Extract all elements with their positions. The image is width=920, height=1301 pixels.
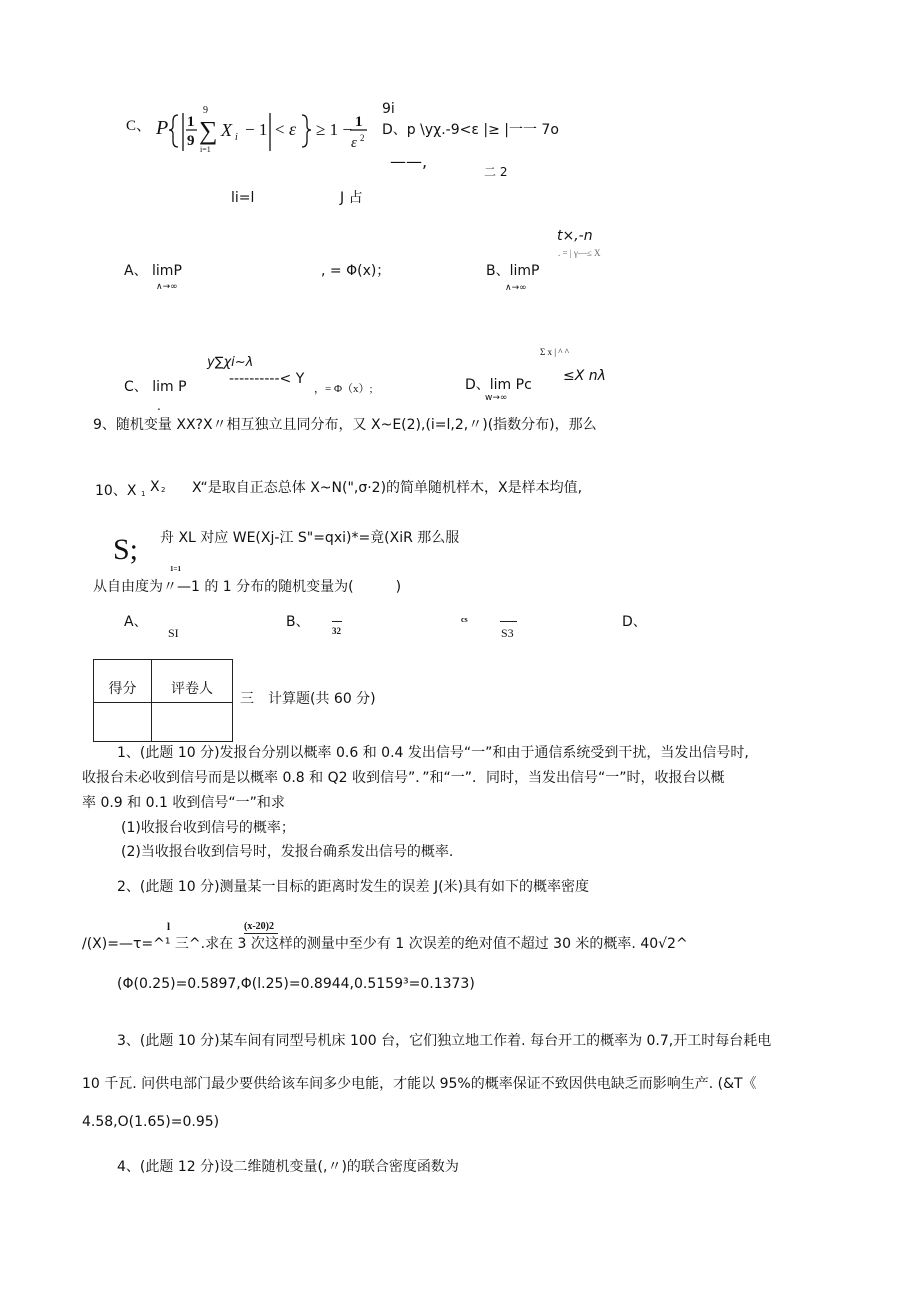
score-table — [93, 659, 233, 742]
problem-2-given-values: (Φ(0.25)=0.5897,Φ(l.25)=0.8944,0.5159³=0.1373) — [117, 976, 475, 992]
question-10-x2: X — [150, 479, 160, 495]
problem-2-line1: 2、(此题 10 分)测量某一目标的距离时发生的误差 J(米)具有如下的概率密度 — [117, 879, 590, 895]
option-c-mid: ----------< Y — [229, 371, 305, 387]
grader-cell[interactable] — [152, 703, 233, 742]
clt-head-left: li=l — [231, 190, 255, 206]
problem-2-formula-line: /(X)=—τ=^¹ 三^.求在 3 次这样的测量中至少有 1 次误差的绝对值不超过 30 米的概率. 40√2^ — [82, 936, 688, 952]
svg-text:≥ 1 −: ≥ 1 − — [316, 120, 352, 139]
option-c-dot: . — [157, 399, 161, 413]
score-table-header-grader: 评卷人 — [152, 660, 233, 703]
svg-text:i=1: i=1 — [200, 145, 211, 154]
question-10-s-symbol: S; — [113, 533, 139, 566]
question-10-sum-index: 1=1 — [170, 565, 181, 573]
option-d-label: D、p \yχ.-9<ε |≥ |一一 7o — [382, 122, 559, 138]
option-d-sub: w→∞ — [485, 393, 508, 403]
chebyshev-formula — [156, 101, 371, 159]
option-c-label: C、 — [126, 118, 152, 134]
option-d-right: ≤X nλ — [563, 368, 606, 384]
problem-2-frac-top: l — [167, 921, 171, 933]
svg-text:X: X — [221, 120, 232, 140]
question-10-option-b: B、 — [286, 614, 310, 630]
svg-text:i: i — [235, 132, 238, 143]
question-10-sub1: 1 — [141, 490, 146, 498]
option-d-top: 9i — [382, 101, 395, 117]
question-10-option-b-sub: 32 — [332, 626, 341, 636]
question-10-line2: 从自由度为〃—1 的 1 分布的随机变量为( ) — [93, 579, 402, 595]
svg-text:P: P — [156, 117, 169, 139]
problem-3-line2: 10 千瓦. 问供电部门最少要供给该车间多少电能，才能以 95%的概率保证不致因供电缺乏而影响生产. (&T《 — [82, 1076, 757, 1092]
option-b-small: . = | γ—≤ X — [558, 248, 601, 258]
svg-text:ε: ε — [289, 119, 297, 139]
svg-text:− 1: − 1 — [245, 120, 268, 139]
option-c-bar — [500, 621, 517, 622]
clt-head-right: J 占 — [340, 190, 363, 206]
svg-text:<: < — [275, 120, 285, 139]
score-cell[interactable] — [94, 703, 152, 742]
option-b-bar — [332, 621, 342, 622]
option-a-label: A、 limP — [124, 263, 182, 279]
question-10-sub2: 2 — [161, 486, 166, 494]
section-3-title: 三 计算题(共 60 分) — [240, 691, 376, 707]
question-10-option-a-sub: SI — [168, 626, 179, 640]
svg-text:∑: ∑ — [199, 116, 218, 145]
svg-text:2: 2 — [360, 133, 365, 143]
problem-1-sub2: (2)当收报台收到信号时，发报台确系发出信号的概率. — [121, 844, 454, 860]
problem-4-line1: 4、(此题 12 分)设二维随机变量(,〃)的联合密度函数为 — [117, 1159, 459, 1175]
svg-text:ε: ε — [351, 135, 357, 151]
question-9: 9、随机变量 XX?X〃相互独立且同分布，又 X~E(2),(i=l,2,〃)(指数分布)，那么 — [93, 417, 597, 433]
question-10-option-c: cs — [461, 615, 468, 624]
score-table-header-score: 得分 — [94, 660, 152, 703]
problem-2-exp-top: (x-20)2 — [244, 921, 274, 932]
question-10-option-c-sub: S3 — [501, 626, 514, 640]
option-b-sub: ∧→∞ — [505, 283, 527, 293]
question-10-prefix: 10、X — [95, 483, 137, 499]
problem-1-line1: 1、(此题 10 分)发报台分别以概率 0.6 和 0.4 发出信号“一”和由于通信系统受到干扰，当发出信号时, — [117, 745, 749, 761]
option-c-label: C、 lim P — [124, 379, 187, 395]
option-b-label: B、limP — [486, 263, 540, 279]
option-a-sub: ∧→∞ — [156, 282, 178, 292]
option-a-rhs: , = Φ(x)； — [321, 263, 391, 279]
problem-1-line3: 率 0.9 和 0.1 收到信号“一”和求 — [82, 795, 285, 811]
svg-text:9: 9 — [187, 133, 195, 149]
question-10-definition: 舟 XL 对应 WE(Xj-江 S"=qxi)*=竟(XiR 那么服 — [160, 530, 460, 546]
svg-text:1: 1 — [355, 114, 363, 130]
svg-text:1: 1 — [187, 114, 195, 130]
option-b-top: t×,-n — [557, 228, 593, 244]
problem-3-line1: 3、(此题 10 分)某车间有同型号机床 100 台，它们独立地工作着. 每台开工的概率为 0.7,开工时每台耗电 — [117, 1033, 772, 1049]
option-c-rhs: ，= Φ（x）; — [314, 383, 373, 395]
problem-1-sub1: (1)收报台收到信号的概率； — [121, 820, 295, 836]
svg-text:9: 9 — [203, 105, 208, 116]
problem-2-exp-bar — [244, 933, 278, 934]
option-d-top-sum: Σ x | ^ ^ — [540, 347, 569, 357]
option-c-top: y∑χi~λ — [207, 355, 254, 370]
option-d-dash: ——, — [390, 152, 428, 171]
option-d-sub: 二 2 — [484, 165, 508, 179]
problem-1-line2: 收报台未必收到信号而是以概率 0.8 和 Q2 收到信号”．”和“一”．同时，当发出信号“一”时，收报台以概 — [82, 770, 725, 786]
question-10-option-a: A、 — [124, 614, 148, 630]
question-10-text: X“是取自正态总体 X~N(",σ·2)的简单随机样木，X是样本均值, — [192, 480, 583, 496]
problem-3-line3: 4.58,O(1.65)=0.95) — [82, 1114, 220, 1130]
option-d-label: D、lim Pc — [465, 377, 532, 393]
question-10-option-d: D、 — [622, 614, 647, 630]
